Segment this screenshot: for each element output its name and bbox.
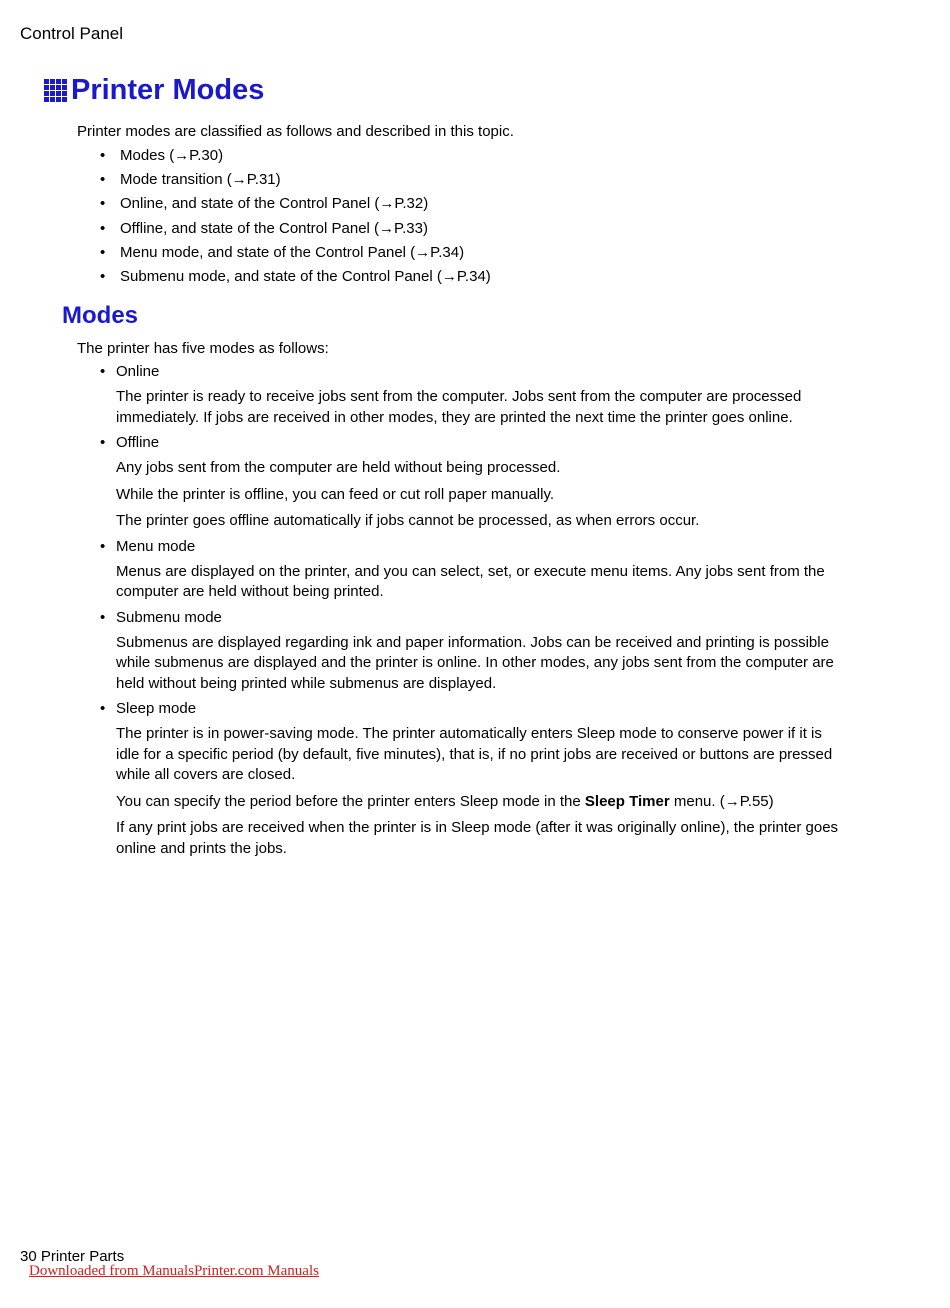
mode-offline: • Offline Any jobs sent from the computer are held without being processed. While the printer is offline, you can feed or cut roll paper manually. The printer goes offline automatically if jobs cannot be processed, as when errors occur. xyxy=(100,434,845,532)
mode-description: The printer goes offline automatically if jobs cannot be processed, as when errors occur. xyxy=(116,512,700,529)
mode-list xyxy=(100,363,845,865)
intro-text: Printer modes are classified as follows and described in this topic. xyxy=(77,123,514,140)
section-heading: Modes xyxy=(62,302,139,329)
topic-item[interactable]: • Modes (→P.30) xyxy=(100,147,491,171)
mode-description: The printer is in power-saving mode. The printer automatically enters Sleep mode to conserve power if it is idle for a specific period (by default, five minutes), that is, if no print jobs are received or buttons are pressed while all covers are closed. xyxy=(116,725,833,783)
sleep-timer-link[interactable]: menu. (→P.55) xyxy=(669,792,774,810)
mode-description: The printer is ready to receive jobs sent from the computer. Jobs sent from the computer are processed immediately. If jobs are received in other modes, they are printed the next time the printer goes online. xyxy=(116,388,802,426)
mode-menu: • Menu mode Menus are displayed on the printer, and you can select, set, or execute menu items. Any jobs sent from the computer are held without being printed. xyxy=(100,538,845,603)
mode-name: Sleep mode xyxy=(116,700,197,717)
topic-item[interactable]: • Online, and state of the Control Panel (→P.32) xyxy=(100,195,491,219)
mode-description: While the printer is offline, you can feed or cut roll paper manually. xyxy=(116,485,555,503)
topic-link[interactable]: Modes (→P.30) xyxy=(120,147,224,164)
mode-name: Offline xyxy=(116,434,160,451)
topic-item[interactable]: • Mode transition (→P.31) xyxy=(100,171,491,195)
mode-name: Online xyxy=(116,363,160,380)
mode-name: Submenu mode xyxy=(116,608,222,626)
mode-sleep: • Sleep mode The printer is in power-saving mode. The printer automatically enters Sleep mode to conserve power if it is idle for a specific period (by default, five minutes), that is, if no print jobs are received or buttons are pressed while all covers are closed. You can specify the period before the printer enters Sleep mode in the Sleep Timer menu. (→P.55) If any print jobs are received when the printer is in Sleep mode (after it was originally online), the printer goes online and prints the jobs. xyxy=(100,700,845,859)
topic-item[interactable]: • Submenu mode, and state of the Control Panel (→P.34) xyxy=(100,268,491,292)
topic-item[interactable]: • Offline, and state of the Control Panel (→P.33) xyxy=(100,220,491,244)
mode-submenu: • Submenu mode Submenus are displayed regarding ink and paper information. Jobs can be received and printing is possible while submenus are displayed and the printer is online. In other modes, any jobs sent from the computer are held without being printed while submenus are displayed. xyxy=(100,609,845,695)
sleep-timer-menu-name: Sleep Timer xyxy=(584,792,670,810)
topic-link[interactable]: Mode transition (→P.31) xyxy=(120,171,281,189)
page-title xyxy=(44,74,264,107)
topic-item[interactable]: • Menu mode, and state of the Control Panel (→P.34) xyxy=(100,244,491,268)
page-title-text: Printer Modes xyxy=(71,74,265,106)
sleep-timer-note: You can specify the period before the printer enters Sleep mode in the Sleep Timer menu. (→P.55) xyxy=(116,792,774,810)
mode-description: Any jobs sent from the computer are held without being processed. xyxy=(116,459,561,476)
section-intro: The printer has five modes as follows: xyxy=(77,340,329,357)
topic-link[interactable]: Online, and state of the Control Panel (→P.32) xyxy=(120,195,429,213)
running-head: Control Panel xyxy=(20,24,124,43)
mode-description: Submenus are displayed regarding ink and paper information. Jobs can be received and printing is possible while submenus are displayed and the printer is online. In other modes, any jobs sent from the computer are held without being printed while submenus are displayed. xyxy=(116,633,834,692)
topic-link[interactable]: Offline, and state of the Control Panel (→P.33) xyxy=(120,219,428,237)
mode-name: Menu mode xyxy=(116,537,196,555)
mode-description: Menus are displayed on the printer, and you can select, set, or execute menu items. Any jobs sent from the computer are held without being printed. xyxy=(116,562,825,600)
mode-online: • Online The printer is ready to receive jobs sent from the computer. Jobs sent from the computer are processed immediately. If jobs are received in other modes, they are printed the next time the printer goes online. xyxy=(100,363,845,428)
topic-link[interactable]: Menu mode, and state of the Control Panel (→P.34) xyxy=(120,243,465,261)
mode-description: If any print jobs are received when the printer is in Sleep mode (after it was originally online), the printer goes online and prints the jobs. xyxy=(116,819,839,857)
download-source-link[interactable]: Downloaded from ManualsPrinter.com Manuals xyxy=(29,1263,319,1279)
topic-link[interactable]: Submenu mode, and state of the Control Panel (→P.34) xyxy=(120,267,491,285)
page-footer: 30 Printer Parts xyxy=(20,1248,125,1265)
grid-icon xyxy=(44,79,67,102)
topic-list xyxy=(100,147,491,292)
